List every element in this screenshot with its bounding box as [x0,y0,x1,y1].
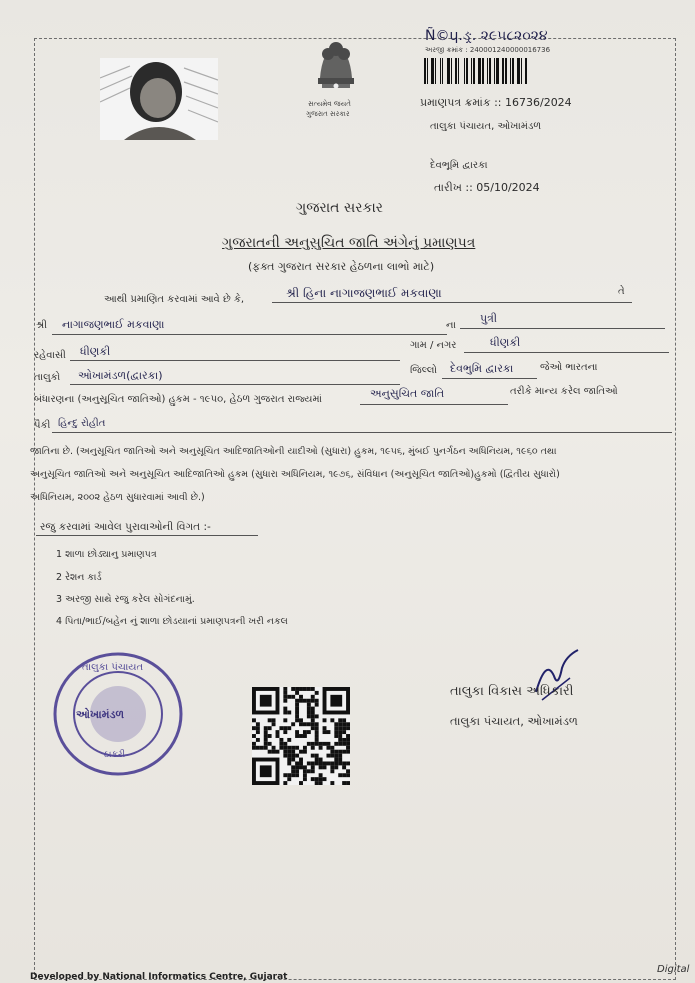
issue-date: તારીખ :: 05/10/2024 [434,181,540,194]
village: ધીણકી [490,336,521,349]
row5-end: તરીકે માન્ય કરેલ જાતિઓ [510,386,618,397]
applicant-photo [100,58,218,140]
row3-mid: ગામ / નગર [410,340,457,351]
seal-bottom-text: ઠાકરી [104,750,126,760]
relation: પુત્રી [480,312,498,325]
caste-category: અનુસુચિત જાતિ [370,387,445,400]
applicant-name: શ્રી હિના નાગાજણભાઈ મકવાણા [286,286,442,300]
seal-middle-text: ઓખામંડળ [76,708,125,721]
legal-paragraph [30,440,670,509]
issuing-office: તાલુકા પંચાયત, ઓખામંડળ [430,121,542,132]
state-emblem [302,34,370,122]
district: દેવભુમિ દ્વારકા [450,362,514,375]
government-title: ગુજરાત સરકાર [296,200,383,216]
row5-label: બંધારણના (અનુસૂચિત જાતિઓ) હુકમ - ૧૯૫૦, હેઠળ ગુજરાત રાજ્યમાં [34,394,322,405]
signatory-title: તાલુકા વિકાસ અધિકારી [450,684,574,699]
certificate-number: પ્રમાણપત્ર ક્રમાંક :: 16736/2024 [420,96,572,109]
residence: ધીણકી [80,345,111,358]
evidence-item: 1 શાળા છોડ્યાનુ પ્રમાણપત્ર [56,549,157,560]
certificate-subtitle: (ફક્ત ગુજરાત સરકાર હેઠળના લાભો માટે) [248,260,435,273]
paragraph-line-1: જાતિના છે. (અનુસૂચિત જાતિઓ અને અનુસૂચિત આદિજાતિઓની યાદીઓ (સુધારા) હુકમ, ૧૯૫૬, મુંબઈ પુનર્ગઠન અધિનિયમ, ૧૯૬૦ તથા [30,446,557,457]
signatory-office: તાલુકા પંચાયત, ઓખામંડળ [450,714,578,728]
issuing-district: દેવભૂમિ દ્વારકા [430,160,488,171]
qr-code [252,685,350,787]
evidence-item: 2 રેશન કાર્ડ [56,572,102,583]
evidence-item: 3 અરજી સાથે રજુ કરેલ સોગંદનામું. [56,594,195,605]
emblem-caption-1: સત્યમેવ જયતે [308,100,351,108]
paragraph-line-2: અનુસૂચિત જાતિઓ અને અનુસૂચિત આદિજાતિઓ હુકમ (સુધારા અધિનિયમ, ૧૯૭૬, સંવિધાન (અનુસૂચિત જાતિઓ)હુકમો (દ્વિતીય સુધારો) [30,469,560,480]
seal-top-text: તાલુકા પંચાયત [82,662,144,673]
row2-label: શ્રી [36,320,48,331]
evidence-item: 4 પિતા/ભાઈ/બહેન નું શાળા છોડયાનાં પ્રમાણપત્રની ખરી નકલ [56,616,288,627]
footer-right: Digital [657,964,690,975]
page-border [34,38,676,980]
row1-end: તે [618,286,625,297]
handwritten-reference: Ñ©ɥ.ઙ્ર. ૨૯૫૮૨૦૨૪ [425,28,548,44]
row6-label: પૈકી [34,420,51,431]
row4-mid: જિલ્લો [410,365,437,376]
paragraph-line-3: અધિનિયમ, ૨૦૦૨ હેઠળ સુધારવામાં આવી છે.) [30,492,205,503]
row3-label: રહેવાસી [34,350,66,361]
caste-name: હિન્દુ રોહીત [58,418,106,429]
panchayat-seal [52,650,184,778]
footer-left: Developed by National Informatics Centre, Gujarat [30,972,288,982]
row4-label: તાલુકો [34,372,61,383]
certificate-title: ગુજરાતની અનુસુચિત જાતિ અંગેનું પ્રમાણપત્ર [222,235,476,251]
row4-end: જેઓ ભારતના [540,362,598,373]
taluka: ઓખામંડળ(દ્વારકા) [78,369,163,382]
row1-label: આથી પ્રમાણિત કરવામાં આવે છે કે, [104,294,245,305]
emblem-caption-2: ગુજરાત સરકાર [306,110,350,118]
signature [532,648,582,708]
application-number: અરજી ક્રમાંક : 240001240000016736 [425,46,551,54]
barcode [424,58,564,84]
evidence-heading: રજુ કરવામાં આવેલ પુરાવાઓની વિગત :- [40,521,211,533]
father-name: નાગાજણભાઈ મકવાણા [62,318,165,331]
row2-mid: ના [446,320,456,331]
